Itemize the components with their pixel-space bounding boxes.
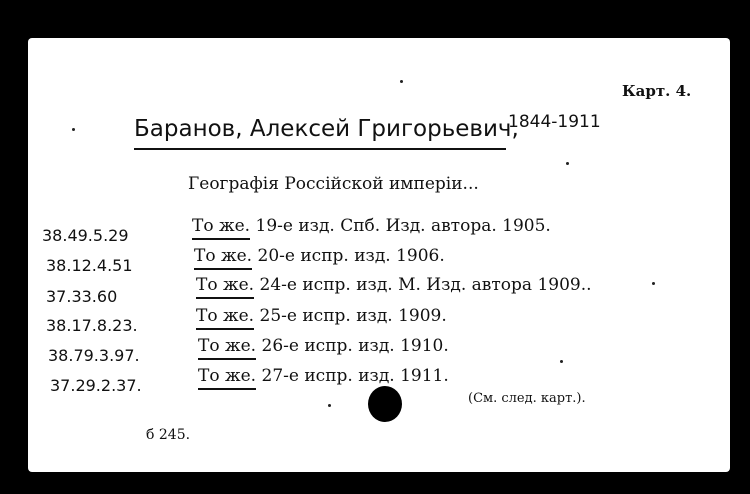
edition-text: 26-е испр. изд. 1910. [261, 336, 449, 356]
call-number: 38.17.8.23. [46, 316, 138, 335]
edition-text: 25-е испр. изд. 1909. [259, 306, 447, 326]
inventory-number: б 245. [146, 427, 191, 443]
author-years: 1844-1911 [508, 112, 601, 132]
call-number: 38.49.5.29 [42, 226, 129, 245]
edition-entry [196, 275, 592, 295]
same-mark: То же. [198, 366, 257, 386]
speck [72, 128, 75, 131]
book-title: Географія Россійской имперіи... [188, 174, 479, 194]
edition-entry [198, 366, 449, 386]
ink-blot [368, 386, 402, 422]
edition-text: 24-е испр. изд. М. Изд. автора 1909.. [259, 275, 592, 295]
same-mark: То же. [192, 216, 251, 236]
call-number: 37.33.60 [46, 287, 118, 306]
edition-text: 27-е испр. изд. 1911. [261, 366, 449, 386]
same-mark: То же. [194, 246, 253, 266]
edition-text: 20-е испр. изд. 1906. [257, 246, 445, 266]
call-number: 38.79.3.97. [48, 346, 140, 365]
speck [328, 404, 331, 407]
author-name: Баранов, Алексей Григорьевич, [134, 116, 519, 142]
edition-entry [198, 336, 449, 356]
edition-entry [196, 306, 447, 326]
same-mark: То же. [198, 336, 257, 356]
same-mark: То же. [196, 306, 255, 326]
author-underline [134, 148, 506, 150]
speck [560, 360, 563, 363]
same-mark: То же. [196, 275, 255, 295]
edition-entry [194, 246, 445, 266]
continued-note: (См. след. карт.). [468, 391, 586, 406]
edition-entry [192, 216, 551, 236]
edition-text: 19-е изд. Спб. Изд. автора. 1905. [255, 216, 551, 236]
speck [652, 282, 655, 285]
call-number: 37.29.2.37. [50, 376, 142, 395]
call-number: 38.12.4.51 [46, 256, 133, 275]
speck [400, 80, 403, 83]
card-number: Карт. 4. [622, 82, 692, 100]
speck [566, 162, 569, 165]
